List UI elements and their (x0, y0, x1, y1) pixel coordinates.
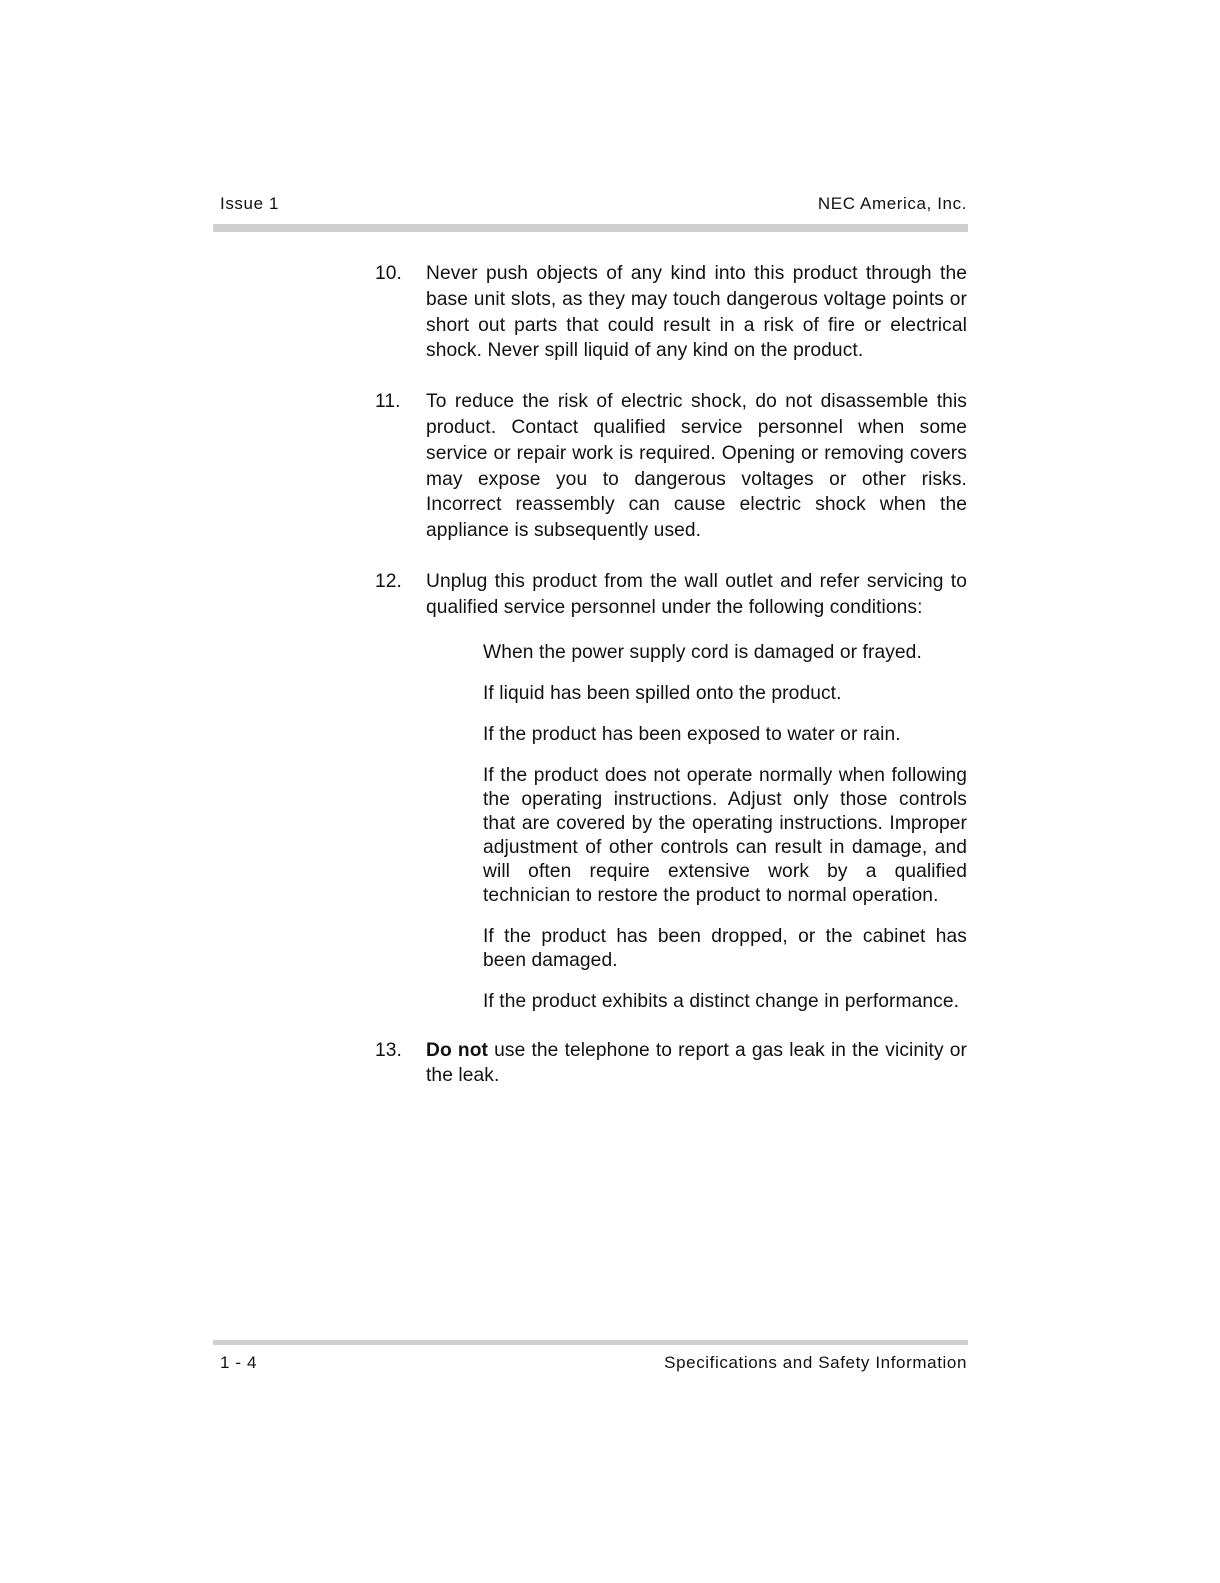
item-text: Unplug this product from the wall outlet and refer servicing to qualified service personnel under the following conditions: (426, 570, 967, 618)
item-number: 11. (375, 391, 401, 413)
header-issue: Issue 1 (220, 194, 280, 213)
header-rule (213, 224, 968, 232)
list-item (375, 261, 967, 364)
bold-lead: Do not (426, 1039, 489, 1061)
safety-instructions (375, 261, 967, 1114)
condition-item: If the product does not operate normally when following the operating instructions. Adjust only those controls that are covered by the operating instructions. Improper adjustment of other controls can result in damage, and will often require extensive work by a qualified technician to restore the product to normal operation. (483, 764, 967, 906)
footer-rule (213, 1340, 968, 1345)
item-body (426, 569, 967, 1014)
page-number: 1 - 4 (220, 1353, 258, 1372)
item-text (426, 1038, 967, 1090)
item-number: 10. (375, 263, 402, 284)
condition-item: If the product has been dropped, or the cabinet has been damaged. (483, 925, 967, 971)
condition-item: If liquid has been spilled onto the product. (483, 682, 842, 704)
list-item (375, 569, 967, 1014)
item-number: 13. (375, 1039, 402, 1061)
item-text-rest: use the telephone to report a gas leak in the vicinity or the leak. (426, 1039, 968, 1087)
item-text: To reduce the risk of electric shock, do not disassemble this product. Contact qualified service personnel when some service or repair work is required. Opening or removing covers may expose you to dangerous voltages or other risks. Incorrect reassembly can cause electric shock when the appliance is subsequently used. (426, 391, 967, 542)
item-text: Never push objects of any kind into this product through the base unit slots, as they may touch dangerous voltage points or short out parts that could result in a risk of fire or electrical shock. Never spill liquid of any kind on the product. (426, 263, 967, 362)
item-number: 12. (375, 570, 402, 592)
footer-section-title: Specifications and Safety Information (664, 1353, 967, 1372)
conditions-list (483, 641, 967, 1014)
list-item (375, 389, 967, 544)
condition-item: If the product has been exposed to water or rain. (483, 723, 901, 745)
list-item (375, 1038, 967, 1090)
condition-item: When the power supply cord is damaged or frayed. (483, 641, 922, 663)
condition-item: If the product exhibits a distinct change in performance. (483, 990, 960, 1012)
header-company: NEC America, Inc. (817, 194, 967, 213)
